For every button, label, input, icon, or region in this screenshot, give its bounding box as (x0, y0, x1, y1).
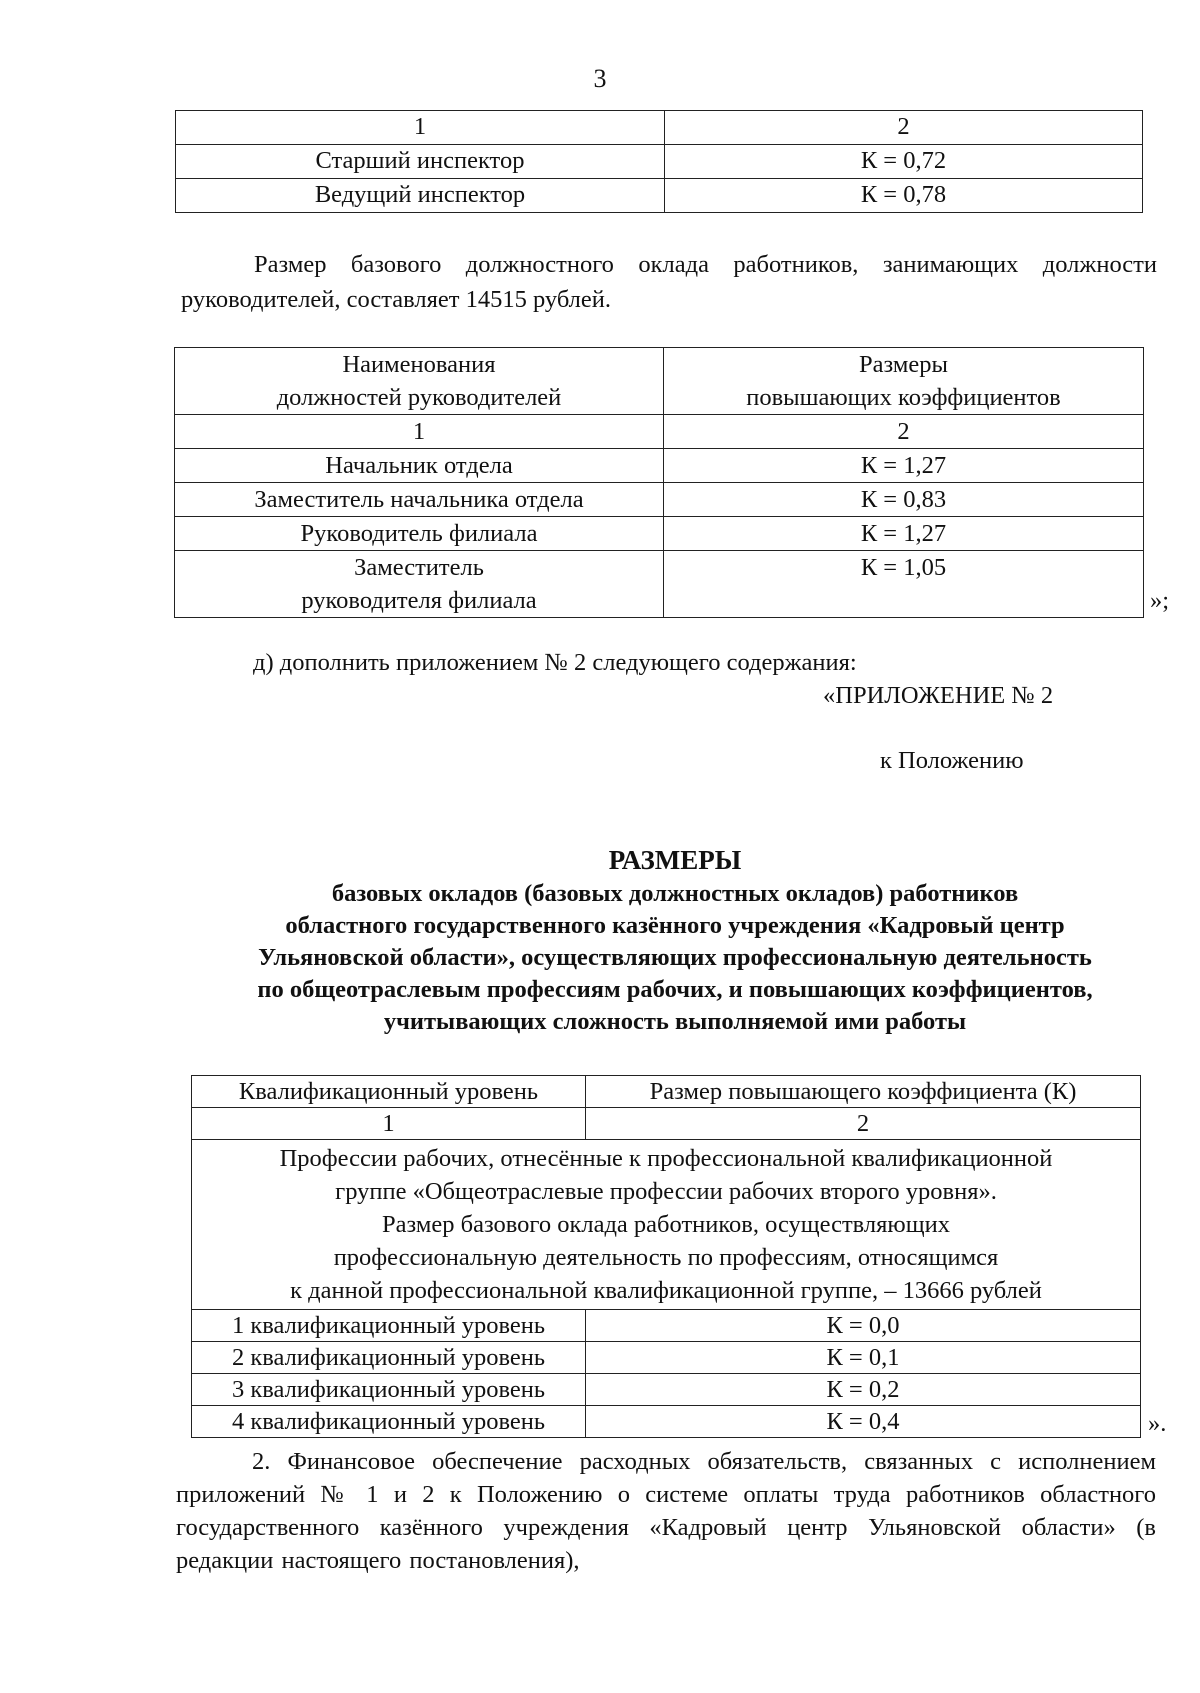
closing-quote: ». (1148, 1410, 1167, 1437)
table-cell: 1 (175, 415, 664, 449)
financing-paragraph: 2. Финансовое обеспечение расходных обязательств, связанных с исполнением приложений № 1 и 2 к Положению о системе оплаты труда работников областного государственного казённого учреждения «Кадровый центр Ульяновской области» (в редакции настоящего постановления), (176, 1448, 1156, 1574)
coefficient-cell: К = 1,27 (664, 517, 1144, 551)
position-name-cell: Заместитель начальника отдела (175, 483, 664, 517)
base-salary-paragraph: Размер базового должностного оклада работников, занимающих должности руководителей, составляет 14515 рублей. (181, 251, 1157, 313)
table-row (192, 1374, 1141, 1406)
table-row (175, 551, 1144, 618)
table-cell: 2 (664, 415, 1144, 449)
table-row (192, 1342, 1141, 1374)
column-number-row (175, 415, 1144, 449)
closing-quote: »; (1150, 587, 1170, 614)
level-cell: 4 квалификационный уровень (192, 1406, 586, 1438)
heading-title: РАЗМЕРЫ (608, 845, 742, 875)
coefficient-cell: К = 0,0 (586, 1310, 1141, 1342)
coefficient-cell: К = 0,78 (665, 179, 1143, 213)
position-name-cell: Начальник отдела (175, 449, 664, 483)
table-row (176, 179, 1143, 213)
group-description-row (192, 1140, 1141, 1310)
table-row (176, 145, 1143, 179)
qualification-levels-table (191, 1075, 1141, 1438)
cell-line: руководителя филиала (301, 587, 537, 614)
coefficient-cell: К = 0,72 (665, 145, 1143, 179)
coefficient-cell: К = 0,2 (586, 1374, 1141, 1406)
appendix-title: «ПРИЛОЖЕНИЕ № 2 (823, 682, 1054, 709)
inspector-coefficients-table (175, 110, 1143, 213)
column-header-coefficient: Размер повышающего коэффициента (К) (586, 1076, 1141, 1108)
heading-line: по общеотраслевым профессиям рабочих, и повышающих коэффициентов, (257, 976, 1093, 1003)
coefficient-cell: К = 0,4 (586, 1406, 1141, 1438)
level-cell: 3 квалификационный уровень (192, 1374, 586, 1406)
group-line: профессиональную деятельность по профессиям, относящимся (333, 1244, 999, 1271)
column-number-row (192, 1108, 1141, 1140)
coefficient-cell: К = 0,83 (664, 483, 1144, 517)
section-heading (150, 842, 1200, 1038)
heading-line: Ульяновской области», осуществляющих профессиональную деятельность (258, 944, 1092, 971)
header-line: Наименования (342, 351, 496, 378)
table-cell: 2 (665, 111, 1143, 145)
group-line: Размер базового оклада работников, осуществляющих (382, 1211, 950, 1238)
group-line: группе «Общеотраслевые профессии рабочих второго уровня». (335, 1178, 997, 1205)
table-row (175, 517, 1144, 551)
column-header-level: Квалификационный уровень (192, 1076, 586, 1108)
table-row (175, 483, 1144, 517)
item-d-text: д) дополнить приложением № 2 следующего содержания: (253, 649, 857, 676)
cell-line: Заместитель (354, 554, 484, 581)
table-row (192, 1406, 1141, 1438)
header-line: повышающих коэффициентов (746, 384, 1061, 411)
table-header-row (175, 348, 1144, 415)
position-name-cell: Ведущий инспектор (176, 179, 665, 213)
table-cell: 1 (176, 111, 665, 145)
header-line: должностей руководителей (276, 384, 562, 411)
manager-coefficients-table (174, 347, 1144, 618)
position-name-cell: Старший инспектор (176, 145, 665, 179)
column-header-coefficients (664, 348, 1144, 415)
table-header-row (192, 1076, 1141, 1108)
page-number: 3 (593, 64, 607, 93)
header-line: Размеры (859, 351, 948, 378)
appendix-reference: к Положению (880, 747, 1024, 774)
group-line: к данной профессиональной квалификационной группе, – 13666 рублей (290, 1277, 1042, 1304)
table-row (175, 449, 1144, 483)
table-header-row (176, 111, 1143, 145)
coefficient-cell: К = 1,27 (664, 449, 1144, 483)
column-header-positions (175, 348, 664, 415)
heading-line: базовых окладов (базовых должностных окладов) работников (331, 880, 1019, 907)
level-cell: 2 квалификационный уровень (192, 1342, 586, 1374)
table-cell: 1 (192, 1108, 586, 1140)
level-cell: 1 квалификационный уровень (192, 1310, 586, 1342)
position-name-cell: Руководитель филиала (175, 517, 664, 551)
coefficient-cell: К = 0,1 (586, 1342, 1141, 1374)
group-description-cell (192, 1140, 1141, 1310)
table-cell: 2 (586, 1108, 1141, 1140)
heading-line: учитывающих сложность выполняемой ими работы (383, 1008, 967, 1035)
position-name-cell (175, 551, 664, 618)
coefficient-cell: К = 1,05 (664, 551, 1144, 618)
table-row (192, 1310, 1141, 1342)
heading-line: областного государственного казённого учреждения «Кадровый центр (285, 912, 1065, 939)
group-line: Профессии рабочих, отнесённые к профессиональной квалификационной (279, 1145, 1053, 1172)
